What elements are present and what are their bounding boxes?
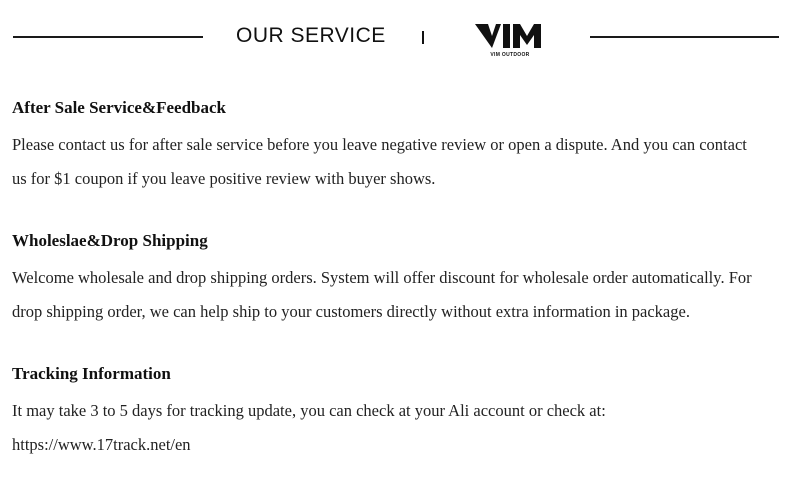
section-after-sale (12, 95, 782, 195)
section-wholesale (12, 228, 782, 328)
service-content (12, 95, 782, 494)
header-rule-right (590, 36, 779, 38)
section-body: Please contact us for after sale service before you leave negative review or open a dispute. And you can contact us for $1 coupon if you leave positive review with buyer shows. (12, 135, 747, 188)
section-body: Welcome wholesale and drop shipping orders. System will offer discount for wholesale order automatically. For drop shipping order, we can help ship to your customers directly without extra information in package. (12, 268, 752, 321)
header-rule-left (13, 36, 203, 38)
page-title: OUR SERVICE (236, 24, 386, 47)
service-header (0, 0, 800, 70)
logo-caption: VIM OUTDOOR (490, 52, 530, 58)
section-title: Tracking Information (12, 364, 171, 383)
section-body: It may take 3 to 5 days for tracking update, you can check at your Ali account or check at: https://www.17track.net/en (12, 401, 606, 454)
brand-logo (475, 21, 545, 59)
vim-logo-icon (475, 21, 545, 51)
header-separator (422, 31, 424, 44)
section-title: Wholeslae&Drop Shipping (12, 231, 208, 250)
section-tracking (12, 361, 782, 461)
section-title: After Sale Service&Feedback (12, 98, 227, 117)
